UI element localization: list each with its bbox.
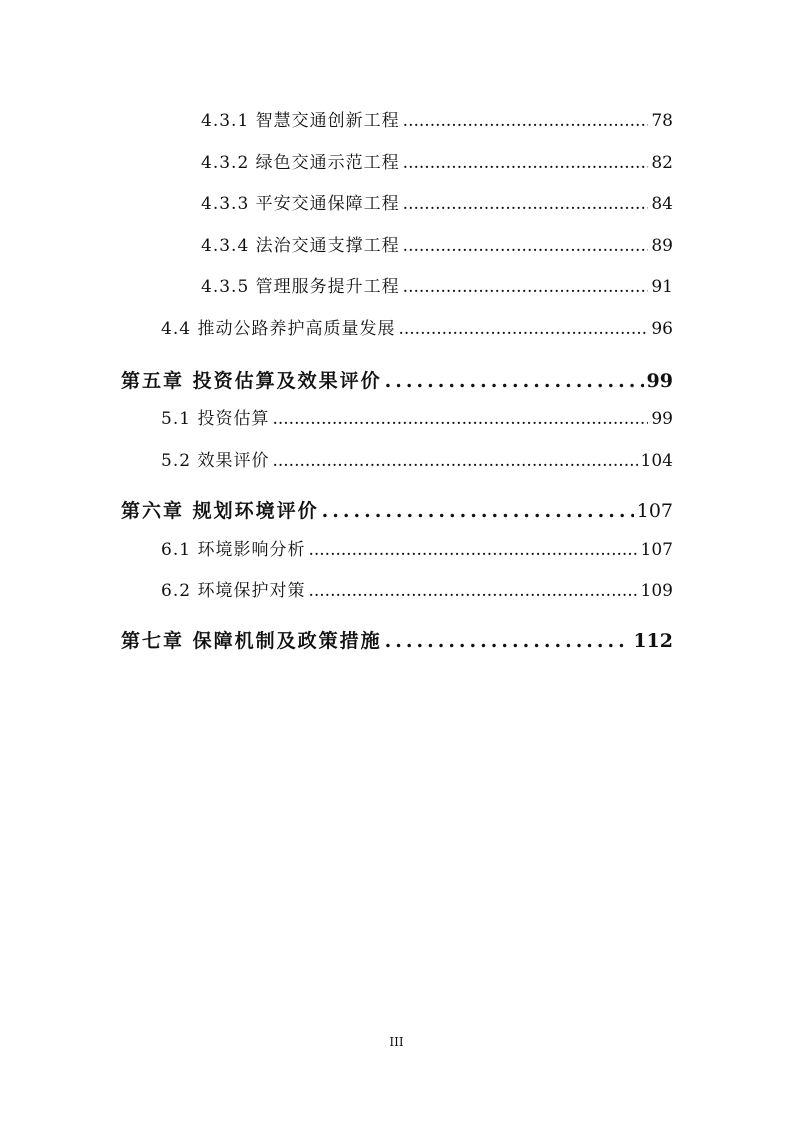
leader-dots (403, 153, 649, 173)
toc-entry-label: 5.1 投资估算 (161, 409, 270, 429)
toc-entry-page: 104 (640, 451, 673, 471)
leader-dots (403, 194, 649, 214)
toc-entry-5-1[interactable] (161, 404, 673, 429)
toc-entry-label: 第六章 规划环境评价 (121, 500, 319, 522)
leader-dots (272, 451, 637, 471)
toc-entry-4-3-4[interactable] (201, 231, 673, 256)
toc-entry-label: 4.4 推动公路养护高质量发展 (161, 319, 396, 339)
toc-entry-label: 4.3.2 绿色交通示范工程 (201, 153, 400, 173)
toc-entry-4-3-2[interactable] (201, 148, 673, 173)
toc-entry-label: 第五章 投资估算及效果评价 (121, 370, 382, 392)
toc-entry-page: 99 (646, 370, 673, 392)
toc-entry-4-3-3[interactable] (201, 189, 673, 214)
toc-entry-4-4[interactable] (161, 314, 673, 339)
toc-entry-label: 第七章 保障机制及政策措施 (121, 630, 382, 652)
toc-entry-label: 4.3.5 管理服务提升工程 (201, 277, 400, 297)
toc-entry-6-1[interactable] (161, 535, 673, 560)
toc-entry-4-3-5[interactable] (201, 272, 673, 297)
toc-entry-page: 96 (651, 319, 673, 339)
toc-entry-page: 109 (640, 581, 673, 601)
page-number: III (389, 1035, 404, 1049)
leader-dots (272, 409, 648, 429)
toc-entry-page: 91 (651, 277, 673, 297)
toc-entry-page: 99 (651, 409, 673, 429)
leader-dots (403, 236, 649, 256)
leader-dots (308, 540, 637, 560)
toc-chapter-7[interactable] (121, 626, 673, 653)
leader-dots (308, 581, 637, 601)
toc-entry-page: 89 (651, 236, 673, 256)
toc-entry-label: 4.3.4 法治交通支撑工程 (201, 236, 400, 256)
toc-chapter-5[interactable] (121, 366, 673, 393)
toc-entry-label: 6.2 环境保护对策 (161, 581, 306, 601)
toc-entry-page: 82 (651, 153, 673, 173)
toc-entry-page: 107 (640, 540, 673, 560)
toc-entry-label: 6.1 环境影响分析 (161, 540, 306, 560)
toc-entry-page: 84 (651, 194, 673, 214)
leader-dots (398, 319, 648, 339)
leader-dots (385, 370, 644, 392)
toc-entry-page: 107 (636, 500, 673, 522)
toc-entry-5-2[interactable] (161, 446, 673, 471)
toc-chapter-6[interactable] (121, 496, 673, 523)
toc-entry-label: 4.3.3 平安交通保障工程 (201, 194, 400, 214)
leader-dots (322, 500, 634, 522)
toc-entry-label: 5.2 效果评价 (161, 451, 270, 471)
leader-dots (385, 630, 631, 652)
toc-entry-4-3-1[interactable] (201, 106, 673, 131)
leader-dots (403, 277, 649, 297)
toc-entry-page: 78 (651, 111, 673, 131)
toc-entry-label: 4.3.1 智慧交通创新工程 (201, 111, 400, 131)
leader-dots (403, 111, 649, 131)
toc-entry-page: 112 (633, 630, 673, 652)
toc-entry-6-2[interactable] (161, 576, 673, 601)
